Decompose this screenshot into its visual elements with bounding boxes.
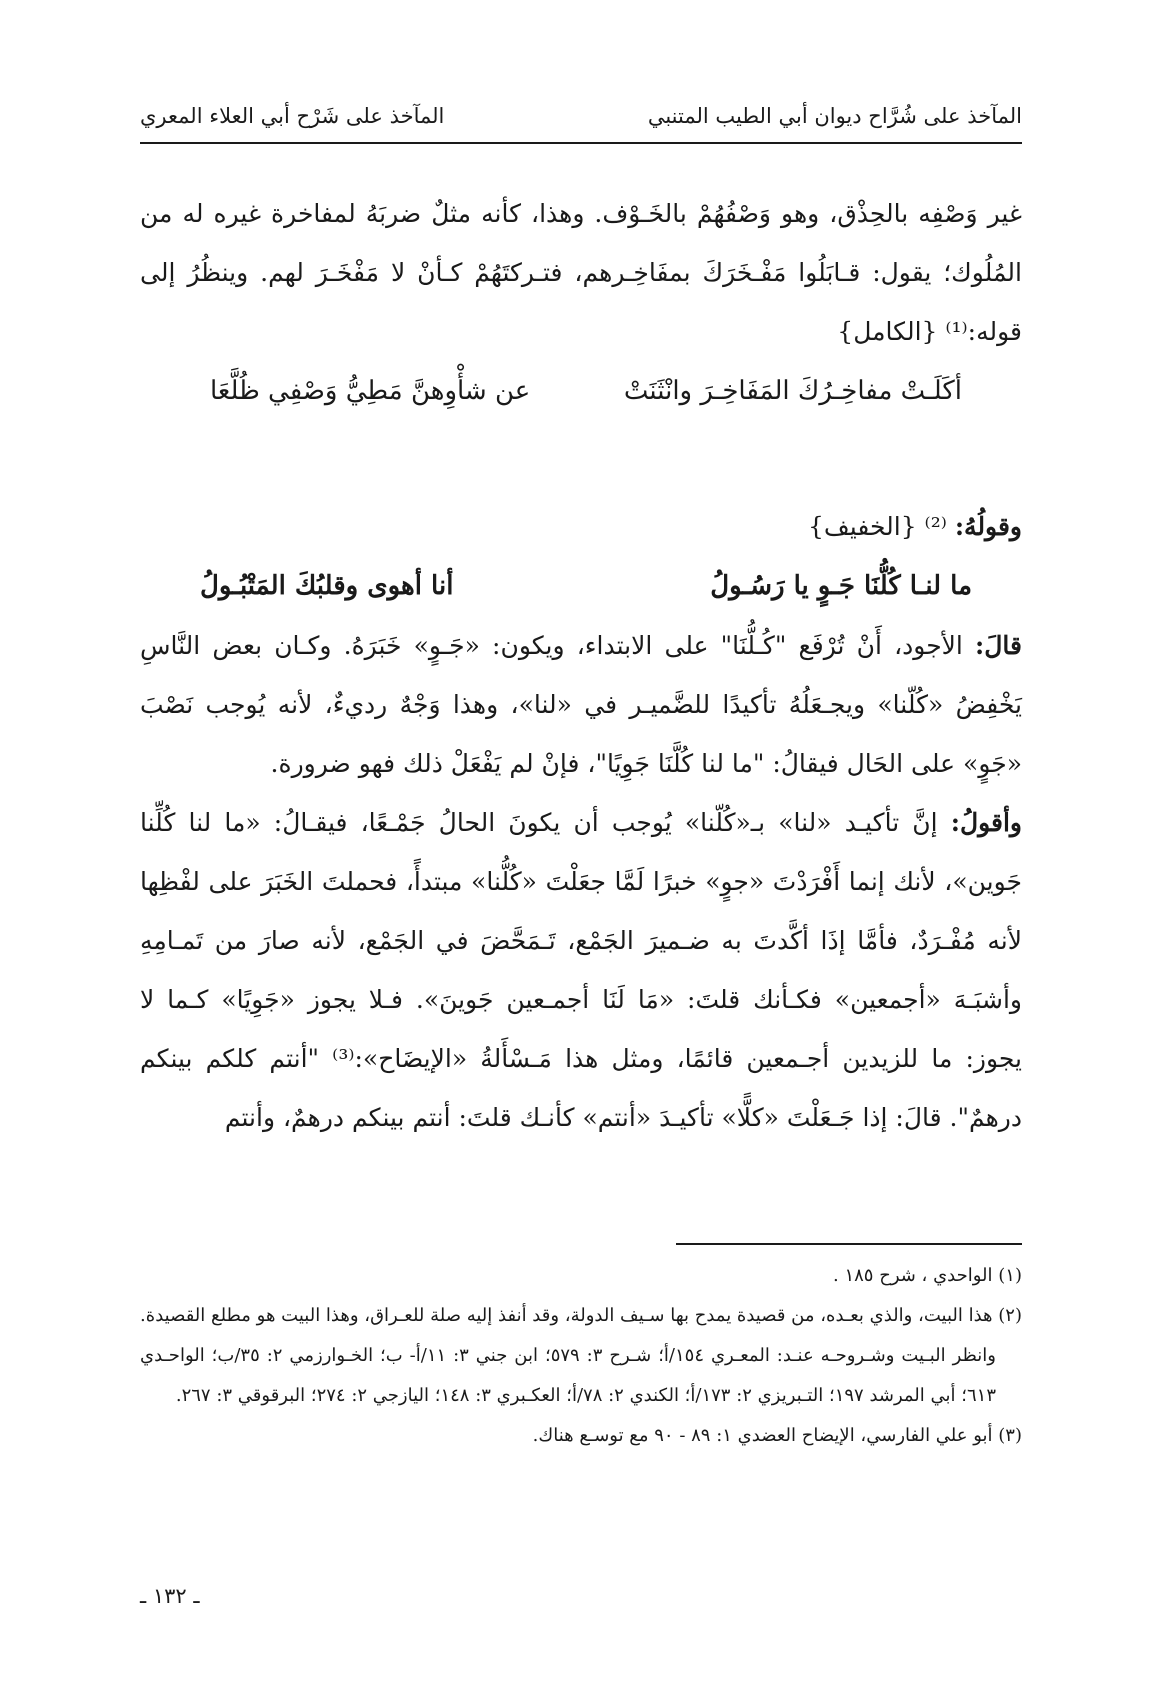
page-number: ـ ١٣٢ ـ — [140, 1584, 200, 1608]
aqulu-paragraph — [140, 793, 1022, 1147]
verse-kamil-first-hemistich: أكَلَـتْ مفاخِـرُكَ المَفَاخِـرَ وانْثَنَتْ — [623, 376, 962, 406]
verse-intro-label: وقولُهُ: — [954, 512, 1022, 541]
verse-khafif-second-hemistich: أنا أهوى وقلبُكَ المَتْبُـولُ — [200, 571, 454, 601]
aqulu-label: وأقولُ: — [950, 808, 1022, 837]
footnote-2-continuation: وانظر البـيت وشـروحـه عنـد: المعـري ١٥٤/أ؛ شـرح ٣: ٥٧٩؛ ابن جني ٣: ١١/أ- ب؛ الخـوارزمي ٢: ٣٥/ب؛ الواحـدي ٦١٣؛ أبي المرشد ١٩٧؛ التـبريزي ٢: ١٧٣/أ؛ الكندي ٢: ٧٨/أ؛ العكـبري ٣: ١٤٨؛ اليازجي ٢: ٢٧٤؛ البرقوقي ٣: ٢٦٧. — [140, 1345, 996, 1406]
footnotes — [140, 1256, 1022, 1456]
aqulu-text: إنَّ تأكيـد «لنا» بـ«كُلّنا» يُوجب أن يكونَ الحالُ جَمْـعًا، فيقـالُ: «ما لنا كُلِّنا جَوين»، لأنك إنما أَفْرَدْتَ «جوٍ» خبرًا لَمَّا جعَلْتَ «كُلُّنا» مبتدأً، فحملتَ الخَبَرَ على لفْظِها لأنه مُفْـرَدٌ، فأمَّا إذَا أكَّدتَ به ضـميرَ الجَمْع، تَـمَحَّضَ في الجَمْع، لأنه صارَ من تَمـامِهِ وأشبَـهَ «أجمعين» فكـأنك قلتَ: «مَا لَنَا أجمـعين جَوينَ». فـلا يجوز «جَوِيًا» كـما لا يجوز: ما للزيدين أجـمعين قائمًا، ومثل هذا مَـسْأَلةُ «الإيضَاح»:⁽³⁾ "أنتم كلكم بينكم درهمٌ". قالَ: إذا جَـعَلْتَ «كلًّا» تأكيـدَ «أنتم» كأنـك قلتَ: أنتم بينكم درهمٌ، وأنتم — [140, 808, 1022, 1132]
verse-khafif-first-hemistich: ما لنـا كُلُّنَا جَـوٍ يا رَسُـولُ — [710, 571, 972, 601]
verse-kamil-second-hemistich: عن شأْوِهنَّ مَطِيُّ وَصْفِي ظُلَّعَا — [210, 376, 531, 406]
footnote-2: (٢) هذا البيت، والذي بعـده، من قصيدة يمدح بها سـيف الدولة، وقد أنفذ إليه صلة للعـراق، وهذا البيت هو مطلع القصيدة. — [140, 1305, 1022, 1326]
intro-paragraph: غير وَصْفِه بالحِذْق، وهو وَصْفُهُمْ بالخَـوْف. وهذا، كأنه مثلٌ ضربَهُ لمفاخرة غيره له من المُلُوك؛ يقول: قـابَلُوا مَفْـخَرَكَ بمفَاخِـرهم، فتـركتَهُمْ كـأنْ لا مَفْخَـرَ لهم. وينظُرُ إلى قوله:⁽¹⁾ {الكامل} — [140, 199, 1022, 346]
running-header — [140, 92, 1022, 140]
header-chapter-title: المآخذ على شَرْح أبي العلاء المعري — [140, 104, 445, 128]
verse-kamil — [140, 361, 1022, 421]
qala-text: الأجود، أَنْ تُرْفَع "كُـلُّنَا" على الابتداء، ويكون: «جَـوٍ» خَبَرَهُ. وكـان بعض النَّاسِ يَخْفِضُ «كُلّنا» ويجـعَلُهُ تأكيدًا للضَّميـر في «لنا»، وهذا وَجْهٌ رديءٌ، لأنه يُوجب نَصْبَ «جَوٍ» على الحَال فيقالُ: "ما لنا كُلَّنَا جَوِيًا"، فإنْ لم يَفْعَلْ ذلك فهو ضرورة. — [140, 631, 1022, 778]
verse-intro-meter: ⁽²⁾ {الخفيف} — [808, 512, 955, 541]
header-book-title: المآخذ على شُرَّاح ديوان أبي الطيب المتنبي — [647, 104, 1022, 128]
qala-label: قالَ: — [975, 631, 1022, 660]
header-divider — [140, 142, 1022, 144]
verse-khafif — [140, 556, 1022, 616]
spacer — [140, 421, 1022, 497]
footnote-3: (٣) أبو علي الفارسي، الإيضاح العضدي ١: ٨٩ - ٩٠ مع توسـع هناك. — [532, 1425, 1022, 1446]
footnote-divider — [676, 1243, 1022, 1245]
footnote-1: (١) الواحدي ، شرح ١٨٥ . — [833, 1265, 1022, 1286]
main-text — [140, 184, 1022, 1147]
verse-intro-line — [140, 497, 1022, 556]
qala-paragraph — [140, 616, 1022, 793]
